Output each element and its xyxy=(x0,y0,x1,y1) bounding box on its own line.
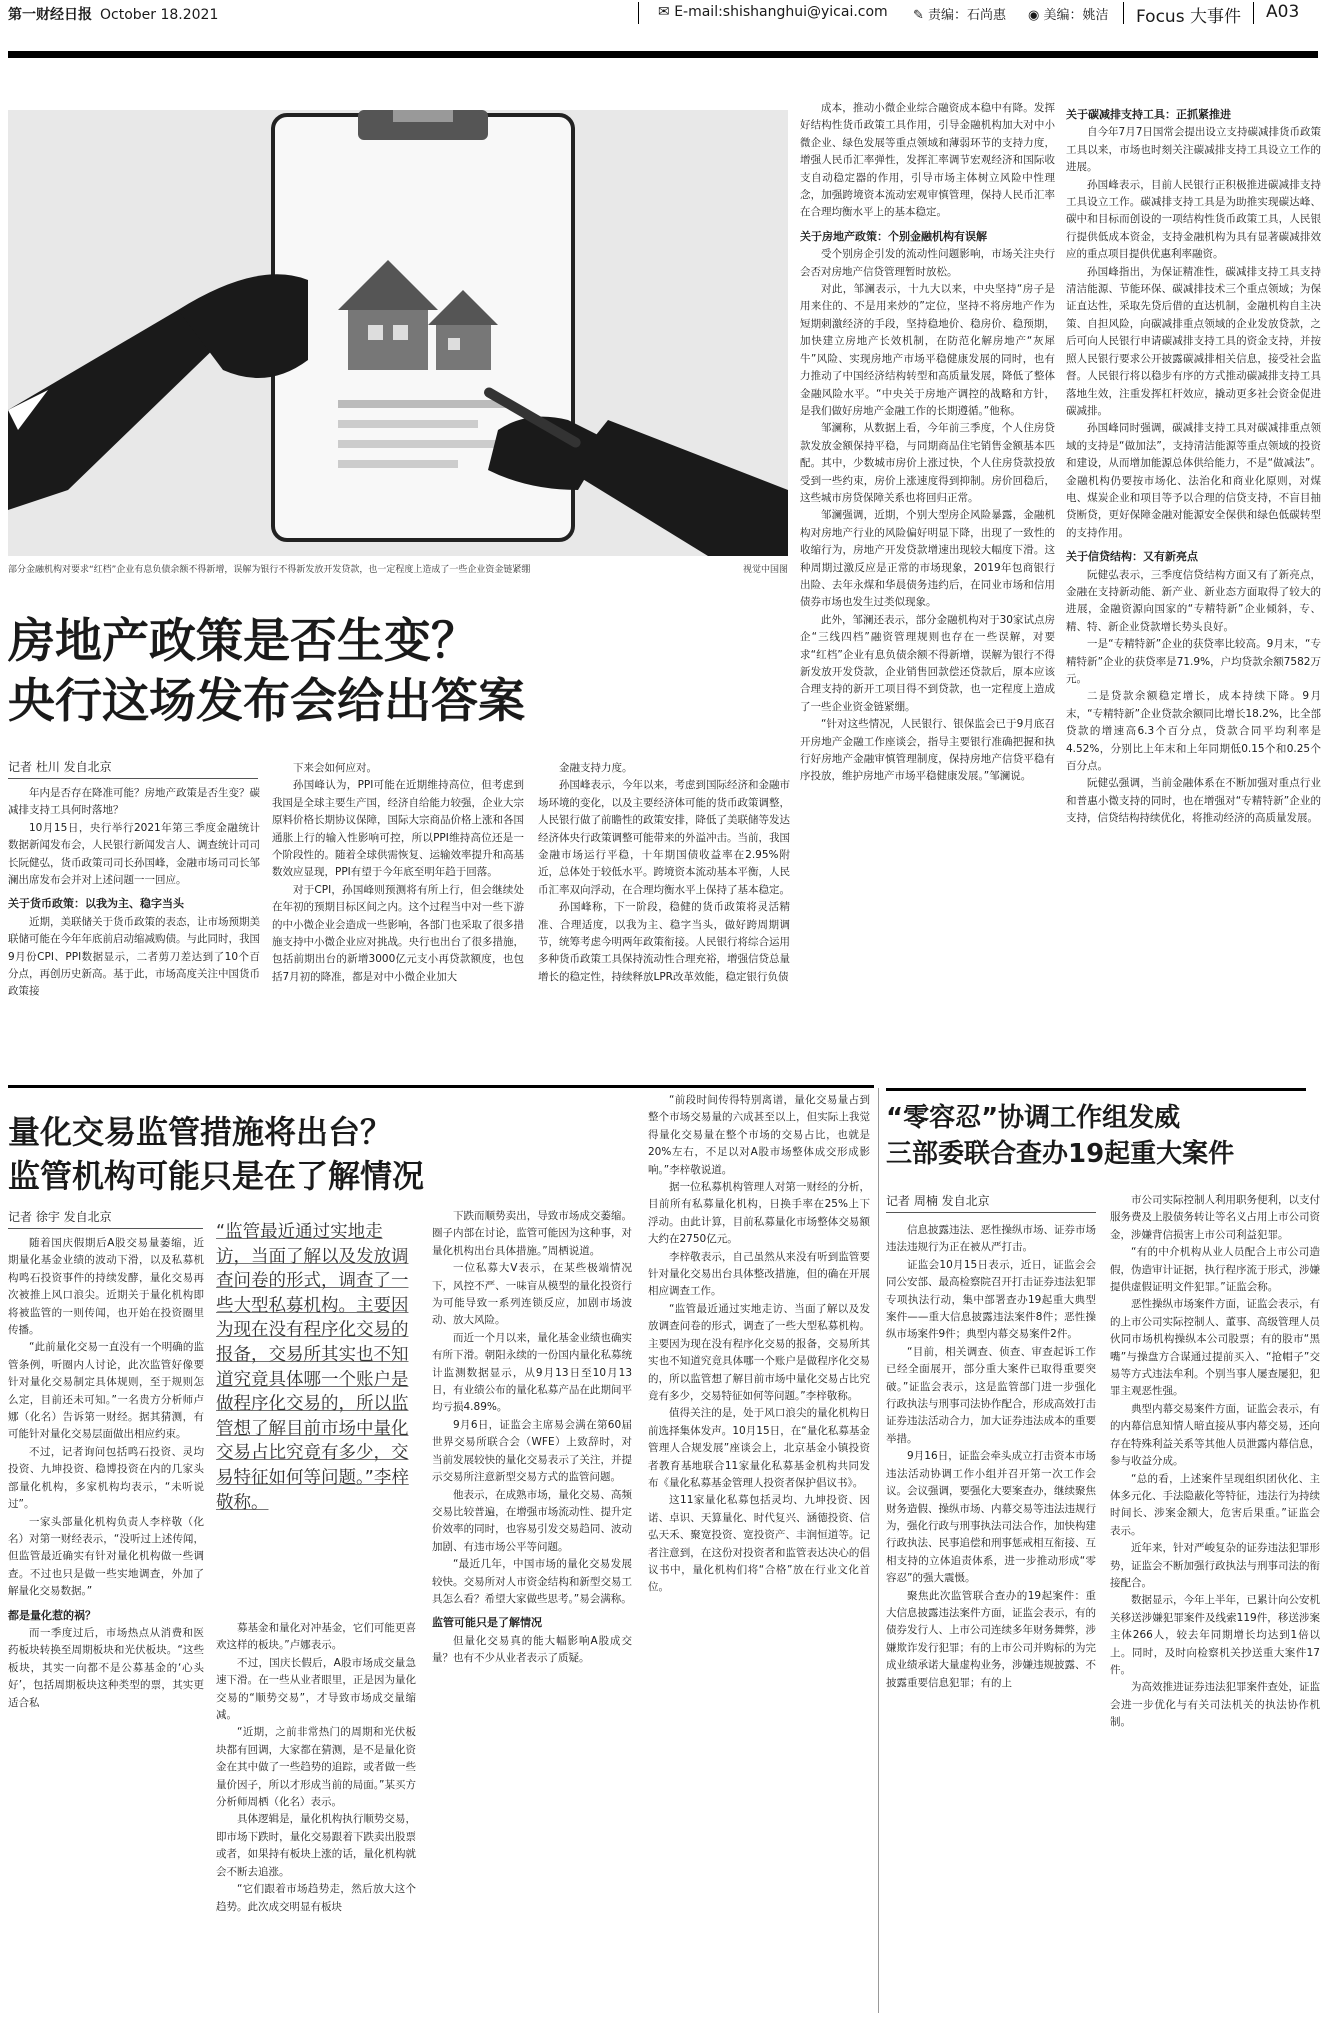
paragraph: 此外，邹澜还表示，部分金融机构对于30家试点房企“三线四档”融资管理规则也存在一些误解，对要求“红档”企业有息负债余额不得新增，误解为银行不得新发放开发贷款，企业销售回款偿还贷款后，原本应该合理支持的新开工项目得不到贷款，也一定程度上造成了一些企业资金链紧绷。 xyxy=(800,613,1055,713)
paragraph: 募基金和量化对冲基金，它们可能更喜欢这样的板块。”卢娜表示。 xyxy=(216,1622,416,1652)
paragraph: 近年来，针对严峻复杂的证券违法犯罪形势，证监会不断加强行政执法与刑事司法的衔接配合。 xyxy=(1110,1542,1320,1589)
paragraph: 年内是否存在降准可能？房地产政策是否生变？碳减排支持工具何时落地？ xyxy=(8,787,260,817)
paragraph: “针对这些情况，人民银行、银保监会已于9月底召开房地产金融工作座谈会，指导主要银行准确把握和执行好房地产金融审慎管理制度，保持房地产信贷平稳有序投放，维护房地产市场平稳健康发展。”邹澜说。 xyxy=(800,718,1055,783)
paragraph: “此前量化交易一直没有一个明确的监管条例，听圈内人讨论，此次监管好像要针对量化交易制定具体规则，至于规则怎么定，目前还未可知。”一名贵方分析师卢娜（化名）告诉第一财经。据其猜测，有可能针对量化交易层面做出相应约束。 xyxy=(8,1341,204,1441)
artist-credit: ◉ 美编：姚洁 xyxy=(1028,8,1109,23)
paragraph: 市公司实际控制人利用职务便利，以支付服务费及上股债务转让等名义占用上市公司资金，涉嫌背信损害上市公司利益犯罪。 xyxy=(1110,1194,1320,1241)
paragraph: 孙国峰表示，今年以来，考虑到国际经济和金融市场环境的变化，以及主要经济体可能的货币政策调整，人民银行做了前瞻性的政策安排，降低了美联储等发达经济体央行政策调整可能带来的外溢冲击。当前，我国金融市场运行平稳，十年期国债收益率在2.95%附近，总体处于较低水平。跨境资本流动基本平衡，人民币汇率双向浮动，在合理均衡水平上保持了基本稳定。 xyxy=(538,779,790,896)
paragraph: “近期，之前非常热门的周期和光伏板块都有回调，大家都在猜测，是不是量化资金在其中做了一些趋势的追踪，或者做一些量价因子，所以才形成当前的局面。”某买方分析师周栖（化名）表示。 xyxy=(216,1726,416,1809)
paragraph: 受个别房企引发的流动性问题影响，市场关注央行会否对房地产信贷管理暂时放松。 xyxy=(800,248,1055,278)
article1-column-5 xyxy=(1066,100,1321,1075)
paragraph: 而近一个月以来，量化基金业绩也确实有所下滑。朝阳永续的一份国内量化私募统计监测数据显示，从9月13日至10月13日，有业绩公布的量化私募产品在此期间平均亏损4.89%。 xyxy=(432,1331,632,1414)
photo-credit: 视觉中国图 xyxy=(742,565,788,575)
issue-date: October 18.2021 xyxy=(100,7,219,23)
section-name: Focus 大事件 xyxy=(1136,7,1241,27)
subhead: 关于房地产政策：个别金融机构有误解 xyxy=(800,229,987,243)
paragraph: 自今年7月7日国常会提出设立支持碳减排货币政策工具以来，市场也时刻关注碳减排支持工具设立工作的进展。 xyxy=(1066,126,1321,174)
article3-column-1 xyxy=(886,1222,1096,2015)
paragraph: 李梓敬表示，自己虽然从来没有听到监管要针对量化交易出台具体整改措施，但的确在开展相应调查工作。 xyxy=(648,1250,870,1298)
photo-caption: 部分金融机构对要求“红档”企业有息负债余额不得新增，误解为银行不得新发放开发贷款，也一定程度上造成了一些企业资金链紧绷 视觉中国图 xyxy=(8,562,788,575)
paragraph: 一是“专精特新”企业的获贷率比较高。9月末，“专精特新”企业的获贷率是71.9%，户均贷款余额7582万元。 xyxy=(1066,638,1321,685)
paragraph: “目前，相关调查、侦查、审查起诉工作已经全面展开，部分重大案件已取得重要突破。”证监会表示，这是监管部门进一步强化行政执法与刑事司法协作配合，形成高效打击证券违法活动合力，加大证券违法成本的重要举措。 xyxy=(886,1345,1096,1445)
paragraph: 孙国峰指出，为保证精准性，碳减排支持工具支持清洁能源、节能环保、碳减排技术三个重点领域；为保证直达性，采取先贷后借的直达机制，金融机构自主决策、自担风险，向碳减排重点领域的企业发放贷款，之后可向人民银行申请碳减排支持工具的资金支持，并按照人民银行要求公开披露碳减排相关信息，接受社会监督。人民银行将以稳步有序的方式推动碳减排支持工具落地生效，注重发挥杠杆效应，撬动更多社会资金促进碳减排。 xyxy=(1066,265,1321,417)
masthead: 第一财经日报 October 18.2021 xyxy=(8,7,219,23)
paragraph: 一位私募大V表示，在某些极端情况下，风控不严、一味盲从模型的量化投资行为可能导致一系列连锁反应，加剧市场波动、放大风险。 xyxy=(432,1262,632,1327)
subhead: 关于货币政策：以我为主、稳字当头 xyxy=(8,897,184,911)
paragraph: 阮健弘表示，三季度信贷结构方面又有了新亮点，金融在支持新动能、新产业、新业态方面取得了较大的进展，金融资源向国家的“专精特新”企业倾斜，专、精、特、新企业贷款增长势头良好。 xyxy=(1066,568,1321,633)
article1-byline: 记者 杜川 发自北京 xyxy=(8,758,258,779)
paragraph: 一家头部量化机构负责人李梓敬（化名）对第一财经表示，“没听过上述传闻，但监管最近确实有针对量化机构做一些调查。不过也只是做一些实地调查，外加了解量化交易数据。” xyxy=(8,1515,204,1598)
pull-quote: “监管最近通过实地走访，当面了解以及发放调查问卷的形式，调查了一些大型私募机构。主要因为现在没有程序化交易的报备，交易所其实也不知道究竟具体哪一个账户是做程序化交易的，所以监管想了解目前市场中量化交易占比究竟有多少，交易特征如何等问题。”李梓敬称。 xyxy=(216,1222,409,1513)
paragraph: 恶性操纵市场案件方面，证监会表示，有的上市公司实际控制人、董事、高级管理人员伙同市场机构操纵本公司股票；有的股市“黑嘴”与操盘方合谋通过提前买入、“抢帽子”交易等方式违法牟利。个别当事人屡查屡犯，犯罪主观恶性强。 xyxy=(1110,1298,1320,1398)
paragraph: 邹澜强调，近期，个别大型房企风险暴露，金融机构对房地产行业的风险偏好明显下降，出现了一致性的收缩行为，房地产开发贷款增速出现较大幅度下滑。这种周期过激反应是正常的市场现象，2019年包商银行出险、去年永煤和华晨债务违约后，在同业市场和信用债券市场也发生过类似现象。 xyxy=(800,509,1055,609)
paragraph: 孙国峰表示，目前人民银行正积极推进碳减排支持工具设立工作。碳减排支持工具是为助推实现碳达峰、碳中和目标而创设的一项结构性货币政策工具，人民银行提供低成本资金，支持金融机构为具有显著碳减排效应的重点项目提供优惠利率融资。 xyxy=(1066,178,1321,261)
paragraph: 成本，推动小微企业综合融资成本稳中有降。发挥好结构性货币政策工具作用，引导金融机构加大对中小微企业、绿色发展等重点领域和薄弱环节的支持力度，增强人民币汇率弹性，发挥汇率调节宏观经济和国际收支自动稳定器的作用，引导市场主体树立风险中性理念，加强跨境资本流动宏观审慎管理，保持人民币汇率在合理均衡水平上的基本稳定。 xyxy=(800,102,1055,219)
paragraph: “它们跟着市场趋势走，然后放大这个趋势。此次成交明显有板块 xyxy=(216,1883,416,1913)
paragraph: 不过，国庆长假后，A股市场成交量急速下滑。在一些从业者眼里，正是因为量化交易的“顺势交易”，才导致市场成交量缩减。 xyxy=(216,1656,416,1722)
article2-column-1 xyxy=(8,1235,204,2015)
paragraph: 但量化交易真的能大幅影响A股成交量？也有不少从业者表示了质疑。 xyxy=(432,1634,632,1665)
paragraph: 阮健弘强调，当前金融体系在不断加强对重点行业和普惠小微支持的同时，也在增强对“专精特新”企业的支持，信贷结构持续优化，将推动经济的高质量发展。 xyxy=(1066,777,1321,825)
article3-byline: 记者 周楠 发自北京 xyxy=(886,1192,1096,1213)
article1-headline: 房地产政策是否生变？ 央行这场发布会给出答案 xyxy=(8,614,525,729)
paragraph: 金融支持力度。 xyxy=(559,762,633,774)
header-divider xyxy=(638,2,639,24)
header-divider xyxy=(1123,2,1124,24)
paragraph: 具体逻辑是，量化机构执行顺势交易，即市场下跌时，量化交易跟着下跌卖出股票或者，如果持有板块上涨的话，量化机构就会不断去追涨。 xyxy=(216,1813,416,1878)
article3-top-rule xyxy=(886,1088,1306,1091)
paragraph: 聚焦此次监管联合查办的19起案件：重大信息披露违法案件方面，证监会表示，有的债券发行人、上市公司连续多年财务舞弊，涉嫌欺诈发行犯罪；有的上市公司并购标的为完成业绩承诺大量虚构业务，涉嫌违规披露、不披露重要信息犯罪；有的上 xyxy=(886,1589,1096,1689)
subhead: 关于碳减排支持工具：正抓紧推进 xyxy=(1066,108,1231,121)
paragraph: 典型内幕交易案件方面，证监会表示，有的内幕信息知情人暗直接从事内幕交易，还向存在特殊利益关系等其他人员泄露内幕信息，参与收益分成。 xyxy=(1110,1402,1320,1468)
paragraph: 孙国峰称，下一阶段，稳健的货币政策将灵活精准、合理适度，以我为主、稳字当头，做好跨周期调节，统筹考虑今明两年政策衔接。人民银行将综合运用多种货币政策工具保持流动性合理充裕，增强信贷总量增长的稳定性，持续释放LPR改革效能，稳定银行负债 xyxy=(538,901,790,983)
paragraph: 下跌而顺势卖出，导致市场成交萎缩。圈子内部在讨论，监管可能因为这种事，对量化机构出台具体措施。”周栖说道。 xyxy=(432,1210,632,1257)
paragraph: 邹澜称，从数据上看，今年前三季度，个人住房贷款发放金额保持平稳，与同期商品住宅销售金额基本匹配。其中，少数城市房价上涨过快，个人住房贷款投放受到一些约束，房价上涨速度得到抑制。房价回稳后，这些城市房贷保障关系也将回归正常。 xyxy=(800,422,1055,504)
article2-column-2 xyxy=(216,1620,416,2015)
subhead: 监管可能只是了解情况 xyxy=(432,1616,542,1630)
paragraph: “有的中介机构从业人员配合上市公司造假，伪造审计证据，执行程序流于形式，涉嫌提供虚假证明文件犯罪。”证监会称。 xyxy=(1110,1246,1320,1294)
editor-credit: ✎ 责编：石尚惠 xyxy=(913,8,1007,23)
column-divider xyxy=(878,1088,879,2013)
paragraph: “最近几年，中国市场的量化交易发展较快。交易所对人市资金结构和新型交易工具怎么看？希望大家做些思考。”易会满称。 xyxy=(432,1558,632,1605)
paragraph: 不过，记者询问包括鸣石投资、灵均投资、九坤投资、稳博投资在内的几家头部量化机构，多家机构均表示，“未听说过”。 xyxy=(8,1445,204,1511)
paragraph: 而一季度过后，市场热点从消费和医药板块转换至周期板块和光伏板块。“这些板块，其实一向都不是公募基金的‘心头好’，包括周期板块这种类型的票，其实更适合私 xyxy=(8,1626,204,1709)
paragraph: 值得关注的是，处于风口浪尖的量化机构日前选择集体发声。10月15日，在“量化私募基金管理人合规发展”座谈会上，北京基金小镇投资者教育基地联合11家量化私募基金机构共同发布《量化私募基金管理人投资者保护倡议书》。 xyxy=(648,1407,870,1489)
section-divider xyxy=(8,1085,874,1088)
paragraph: 随着国庆假期后A股交易量萎缩，近期量化基金业绩的波动下滑，以及私募机构鸣石投资事件的持续发酵，量化交易再次被推上风口浪尖。近期关于量化机构即将被监管的一则传闻，也开始在投资圈里传播。 xyxy=(8,1237,204,1337)
paragraph: 为高效推进证券违法犯罪案件查处，证监会进一步优化与有关司法机关的执法协作机制。 xyxy=(1110,1681,1320,1729)
article1-column-2 xyxy=(272,760,524,1075)
paragraph: 据一位私募机构管理人对第一财经的分析，目前所有私募量化机构，日换手率在25%上下浮动。由此计算，目前私募量化市场整体交易额大约在2750亿元。 xyxy=(648,1181,870,1246)
article1-column-4 xyxy=(800,100,1055,1075)
paragraph: 二是贷款余额稳定增长，成本持续下降。9月末，“专精特新”企业贷款余额同比增长18.2%，比全部贷款的增速高6.3个百分点，贷款合同平均利率是4.52%，分别比上年末和上年同期低0.15个和0.25个百分点。 xyxy=(1066,690,1321,773)
article1-column-1 xyxy=(8,785,260,1075)
article2-byline: 记者 徐宇 发自北京 xyxy=(8,1208,203,1229)
article2-column-4 xyxy=(648,1092,870,2015)
page-number: A03 xyxy=(1266,2,1300,22)
paragraph: 信息披露违法、恶性操纵市场、证券市场违法违规行为正在被从严打击。 xyxy=(886,1224,1096,1254)
paragraph: 他表示，在成熟市场，量化交易、高频交易比较普遍，在增强市场流动性、提升定价效率的同时，也容易引发交易趋同、波动加剧、有违市场公平等问题。 xyxy=(432,1488,632,1553)
contact-email[interactable]: ✉ E-mail:shishanghui@yicai.com xyxy=(658,4,888,20)
paragraph: 孙国峰同时强调，碳减排支持工具对碳减排重点领域的支持是“做加法”，支持清洁能源等重点领域的投资和建设，从而增加能源总体供给能力，不是“做减法”。金融机构仍要按市场化、法治化和商业化原则，对煤电、煤炭企业和项目等予以合理的信贷支持，不盲目抽贷断贷，更好保障金融对能源安全保供和绿色低碳转型的支持作用。 xyxy=(1066,422,1321,539)
subhead: 关于信贷结构：又有新亮点 xyxy=(1066,550,1198,564)
article1-column-3 xyxy=(538,760,790,1075)
article3-headline: “零容忍”协调工作组发威 三部委联合查办19起重大案件 xyxy=(886,1103,1235,1169)
paragraph: 下来会如何应对。 xyxy=(293,762,377,774)
page-header xyxy=(8,0,1318,58)
paragraph: 对于CPI，孙国峰则预测将有所上行，但会继续处在年初的预期目标区间之内。这个过程当中对一些下游的中小微企业会造成一些影响，各部门也采取了很多措施支持中小微企业应对挑战。央行也出台了很多措施，包括前期出台的新增3000亿元支小再贷款额度，也包括7月初的降准，都是对中小微企业加大 xyxy=(272,883,524,983)
paragraph: 近期，美联储关于货币政策的表态，让市场预期美联储可能在今年年底前启动缩减购债。与此同时，我国9月份CPI、PPI数据显示，二者剪刀差达到了10个百分点，再创历史新高。基于此，市场高度关注中国货币政策接 xyxy=(8,915,260,998)
paragraph: “前段时间传得特别离谱，量化交易量占到整个市场交易量的六成甚至以上，但实际上我觉得量化交易量在整个市场的交易占比，也就是20%左右，不足以对A股市场整体成交形成影响。”李梓敬说道。 xyxy=(648,1094,870,1176)
paragraph: 9月6日，证监会主席易会满在第60届世界交易所联合会（WFE）上致辞时，对当前发展较快的量化交易表示了关注，并提示交易所注意新型交易方式的监管问题。 xyxy=(432,1418,632,1484)
paragraph: 这11家量化私募包括灵均、九坤投资、因诺、卓识、天算量化、时代复兴、涵德投资、信弘天禾、聚宽投资、宽投资产、丰润恒道等。记者注意到，在这份对投资者和监管表达决心的倡议书中，量化机构们将“合格”放在行业文化首位。 xyxy=(648,1494,870,1594)
paragraph: “监管最近通过实地走访、当面了解以及发放调查问卷的形式，调查了一些大型私募机构。主要因为现在没有程序化交易的报备，交易所其实也不知道究竟具体哪一个账户是做程序化交易的，所以监管想了解目前市场中量化交易占比究竟有多少，交易特征如何等问题。”李梓敬称。 xyxy=(648,1302,870,1402)
paragraph: 10月15日，央行举行2021年第三季度金融统计数据新闻发布会，人民银行新闻发言人、调查统计司司长阮健弘，货币政策司司长孙国峰，金融市场司司长邹澜出席发布会并对上述问题一一回应。 xyxy=(8,821,260,887)
paragraph: “总的看，上述案件呈现组织团伙化、主体多元化、手法隐蔽化等特征，违法行为持续时间长、涉案金额大，危害后果重。”证监会表示。 xyxy=(1110,1472,1320,1537)
article2-headline: 量化交易监管措施将出台？ 监管机构可能只是在了解情况 xyxy=(8,1113,425,1195)
contract-signing-illustration xyxy=(8,110,788,556)
article2-column-3 xyxy=(432,1208,632,2015)
header-divider xyxy=(1253,2,1254,24)
subhead: 都是量化惹的祸？ xyxy=(8,1608,96,1622)
paragraph: 证监会10月15日表示，近日，证监会会同公安部、最高检察院召开打击证券违法犯罪专项执法行动，集中部署查办19起重大典型案件——重大信息披露违法案件8件；恶性操纵市场案件9件；典型内幕交易案件2件。 xyxy=(886,1258,1096,1341)
lead-illustration xyxy=(8,110,788,556)
paragraph: 对此，邹澜表示，十九大以来，中央坚持“房子是用来住的、不是用来炒的”定位，坚持不将房地产作为短期刺激经济的手段，坚持稳地价、稳房价、稳预期，加快建立房地产长效机制，在防范化解房地产“灰犀牛”风险、实现房地产市场平稳健康发展的同时，也有力推动了中国经济结构转型和高质量发展，降低了整体金融风险水平。“中央关于房地产调控的战略和方针，是我们做好房地产金融工作的长期遵循。”他称。 xyxy=(800,283,1055,417)
paragraph: 数据显示，今年上半年，已累计向公安机关移送涉嫌犯罪案件及线索119件，移送涉案主体266人，较去年同期增长均达到1倍以上。同时，及时向检察机关抄送重大案件17件。 xyxy=(1110,1594,1320,1676)
paragraph: 孙国峰认为，PPI可能在近期维持高位，但考虑到我国是全球主要生产国，经济自给能力较强，企业大宗原料价格长期协议保障，国际大宗商品价格上涨和各国通胀上行的输入性影响可控，所以PPI维持高位还是一个阶段性的。随着全球供需恢复、运输效率提升和高基数效应显现，PPI有望于今年底至明年趋于回落。 xyxy=(272,779,524,879)
article3-column-2 xyxy=(1110,1192,1320,2015)
paragraph: 9月16日，证监会牵头成立打击资本市场违法活动协调工作小组并召开第一次工作会议。会议强调，要强化大要案查办，继续聚焦财务造假、操纵市场、内幕交易等违法违规行为，强化行政与刑事执法司法合作，加快构建行政执法、民事追偿和刑事惩戒相互衔接、互相支持的立体追责体系，进一步推动形成“零容忍”的强大震慑。 xyxy=(886,1450,1096,1585)
